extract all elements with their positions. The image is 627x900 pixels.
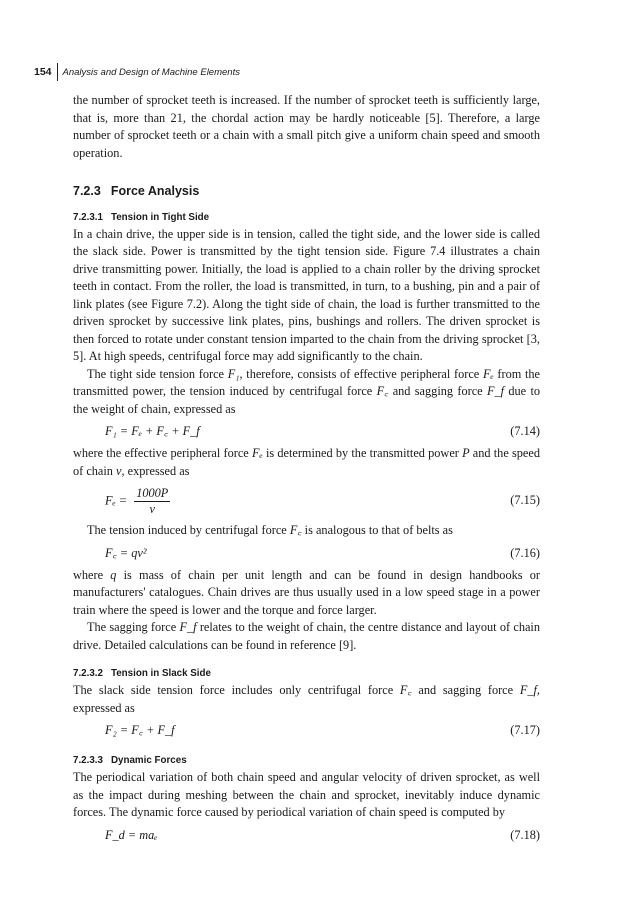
equation-expression: F₁ = Fₑ + F꜀ + F_f <box>105 424 200 439</box>
symbol-fc: F꜀ <box>376 384 389 398</box>
intro-paragraph: the number of sprocket teeth is increased. If the number of sprocket teeth is sufficiently large, that is, more than 21, the chordal action may be hardly noticeable [5]. Therefore, a large number of sprocket teeth or a chain with a small pitch give a uniform chain speed and smooth operation. <box>73 93 540 160</box>
page-number: 154 <box>34 63 58 81</box>
symbol-f1: F₁ <box>227 366 240 381</box>
equation-number: (7.18) <box>510 827 540 842</box>
equation-7-14 <box>73 422 540 442</box>
subsection-heading-slack-side <box>73 667 540 681</box>
equation-expression: F₂ = F꜀ + F_f <box>105 723 175 738</box>
subsection-number: 7.2.3.3 <box>73 755 103 766</box>
subsection-title: Tension in Slack Side <box>110 668 211 679</box>
subsection-title: Tension in Tight Side <box>110 211 210 223</box>
tight-side-paragraph-6: The sagging force F_f relates to the weight of chain, the centre distance and layout of chain drive. Detailed calculations can be found in reference [9]. <box>73 620 540 652</box>
equation-7-16 <box>73 544 540 564</box>
slack-side-paragraph-1: The slack side tension force includes only centrifugal force F꜀ and sagging force F_f, expressed as <box>73 683 540 715</box>
equation-number: (7.16) <box>510 545 540 560</box>
equation-number: (7.15) <box>510 493 540 508</box>
section-title: Force Analysis <box>110 184 200 198</box>
tight-side-paragraph-4: The tension induced by centrifugal force F꜀ is analogous to that of belts as <box>87 523 453 537</box>
symbol-fe: Fₑ <box>482 366 494 381</box>
tight-side-paragraph-1: In a chain drive, the upper side is in tension, called the tight side, and the lower side is called the slack side. Power is transmitted by the tight tension side. Figure 7.4 illustrates a chain drive transmitting power. Initially, the load is applied to a chain roller by the driving sprocket teeth in contact. From the roller, the load is transmitted, in turn, to a bushing, pin and a pair of link plates (see Figure 7.2). Along the tight side of chain, the load is further transmitted to the driven sprocket by successive link plates, pins, bushings and rollers. The driven sprocket is then forced to rotate under constant tension imparted to the chain from the driving sprocket [3, 5]. At high speeds, centrifugal force may add significantly to the chain. <box>73 226 540 363</box>
tight-side-paragraph-3: where the effective peripheral force Fₑ is determined by the transmitted power P and the speed of chain v, expressed as <box>73 446 540 478</box>
symbol-ff: F_f <box>486 384 505 398</box>
equation-expression: F꜀ = qv² <box>105 545 147 560</box>
page-body <box>73 92 540 849</box>
fraction-denominator: v <box>149 501 155 516</box>
equation-expression: F_d = maₑ <box>105 827 158 842</box>
equation-number: (7.17) <box>510 723 540 738</box>
equation-7-15 <box>73 482 540 520</box>
section-number: 7.2.3 <box>73 184 101 198</box>
tight-side-paragraph-5: where q is mass of chain per unit length and can be found in design handbooks or manufacturers' catalogues. Chain drives are thus usually used in a low speed stage in a power train where the speed is lower and the torque and force larger. <box>73 567 540 617</box>
equation-expression: Fₑ = $\frac{1000P}{v}$ <box>105 485 169 516</box>
running-header <box>34 62 240 82</box>
fraction-numerator: 1000P <box>136 485 169 500</box>
tight-side-paragraph-2: The tight side tension force F₁, therefore, consists of effective peripheral force Fₑ from the transmitted power, the tension induced by centrifugal force F꜀ and sagging force F_f due to the weight of chain, expressed as <box>73 366 541 416</box>
subsection-heading-dynamic-forces <box>73 754 540 768</box>
equation-number: (7.14) <box>510 424 540 439</box>
section-heading <box>73 183 540 201</box>
subsection-heading-tight-side <box>73 211 540 225</box>
equation-7-17 <box>73 721 540 741</box>
subsection-number: 7.2.3.2 <box>73 668 103 679</box>
running-title: Analysis and Design of Machine Elements <box>62 66 240 78</box>
subsection-title: Dynamic Forces <box>110 755 187 766</box>
dynamic-forces-paragraph-1: The periodical variation of both chain speed and angular velocity of driven sprocket, as well as the impact during meshing between the chain and sprocket, inevitably induce dynamic forces. The dynamic force caused by periodical variation of chain speed is computed by <box>73 770 540 819</box>
equation-7-18 <box>73 826 540 846</box>
subsection-number: 7.2.3.1 <box>73 211 103 223</box>
fraction <box>134 486 170 517</box>
